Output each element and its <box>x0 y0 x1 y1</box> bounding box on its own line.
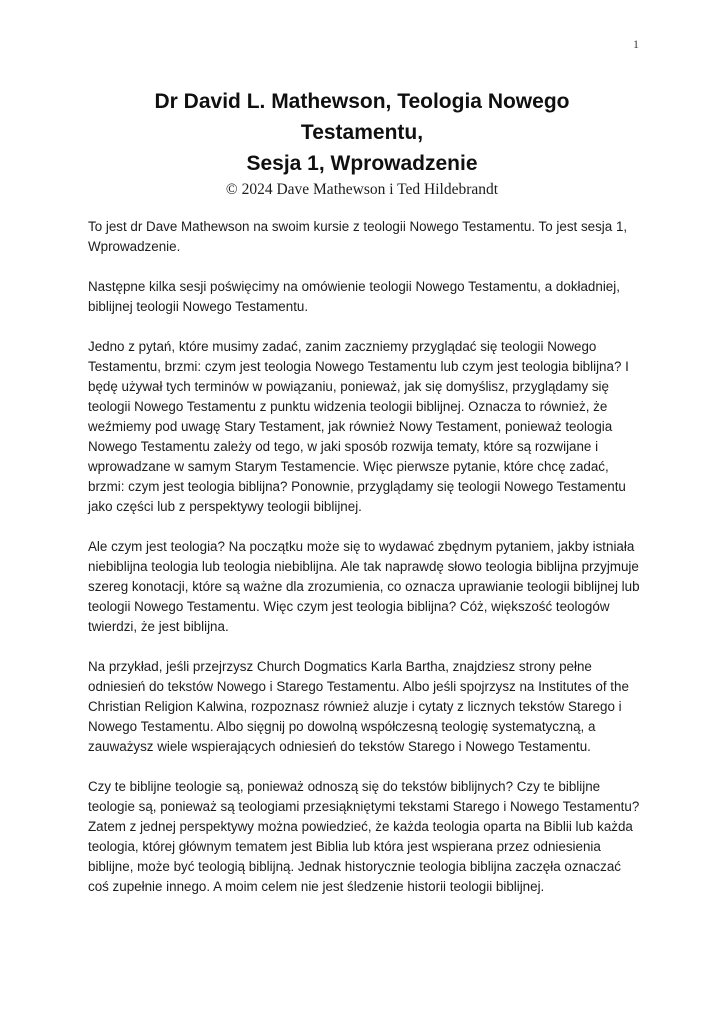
page-number: 1 <box>633 37 639 51</box>
document-title-line-3: Sesja 1, Wprowadzenie <box>246 152 478 175</box>
document-title-line-1: Dr David L. Mathewson, Teologia Nowego <box>154 90 570 113</box>
paragraph-2: Następne kilka sesji poświęcimy na omówienie teologii Nowego Testamentu, a dokładniej, biblijnej teologii Nowego Testamentu. <box>88 279 620 314</box>
document-body <box>88 217 640 897</box>
paragraph-3: Jedno z pytań, które musimy zadać, zanim zaczniemy przyglądać się teologii Nowego Testamentu, brzmi: czym jest teologia Nowego Testamentu lub czym jest teologia biblijna? I będę używał tych terminów w powiązaniu, ponieważ, jak się domyślisz, przyglądamy się teologii Nowego Testamentu z punktu widzenia teologii biblijnej. Oznacza to również, że weźmiemy pod uwagę Stary Testament, jak również Nowy Testament, ponieważ teologia Nowego Testamentu zależy od tego, w jaki sposób rozwija tematy, które są rozwijane i wprowadzane w samym Starym Testamencie. Więc pierwsze pytanie, które chcę zadać, brzmi: czym jest teologia biblijna? Ponownie, przyglądamy się teologii Nowego Testamentu jako części lub z perspektywy teologii biblijnej. <box>88 339 629 514</box>
title-block <box>0 86 724 200</box>
paragraph-4: Ale czym jest teologia? Na początku może się to wydawać zbędnym pytaniem, jakby istniała niebiblijna teologia lub teologia niebiblijna. Ale tak naprawdę słowo teologia biblijna przyjmuje szereg konotacji, które są ważne dla zrozumienia, co oznacza uprawianie teologii biblijnej lub teologii Nowego Testamentu. Więc czym jest teologia biblijna? Cóż, większość teologów twierdzi, że jest biblijna. <box>88 539 640 634</box>
paragraph-5: Na przykład, jeśli przejrzysz Church Dogmatics Karla Bartha, znajdziesz strony pełne odniesień do tekstów Nowego i Starego Testamentu. Albo jeśli spojrzysz na Institutes of the Christian Religion Kalwina, rozpoznasz również aluzje i cytaty z licznych tekstów Starego i Nowego Testamentu. Albo sięgnij po dowolną współczesną teologię systematyczną, a zauważysz wiele wspierających odniesień do tekstów Starego i Nowego Testamentu. <box>88 659 629 754</box>
copyright-line: © 2024 Dave Mathewson i Ted Hildebrandt <box>225 181 499 198</box>
paragraph-6: Czy te biblijne teologie są, ponieważ odnoszą się do tekstów biblijnych? Czy te biblijne teologie są, ponieważ są teologiami przesiąkniętymi tekstami Starego i Nowego Testamentu? Zatem z jednej perspektywy można powiedzieć, że każda teologia oparta na Biblii lub każda teologia, której głównym tematem jest Biblia lub która jest wspierana przez odniesienia biblijne, może być teologią biblijną. Jednak historycznie teologia biblijna zaczęła oznaczać coś zupełnie innego. A moim celem nie jest śledzenie historii teologii biblijnej. <box>88 779 640 894</box>
document-title-line-2: Testamentu, <box>300 121 424 144</box>
paragraph-1: To jest dr Dave Mathewson na swoim kursie z teologii Nowego Testamentu. To jest sesja 1, Wprowadzenie. <box>88 219 628 254</box>
